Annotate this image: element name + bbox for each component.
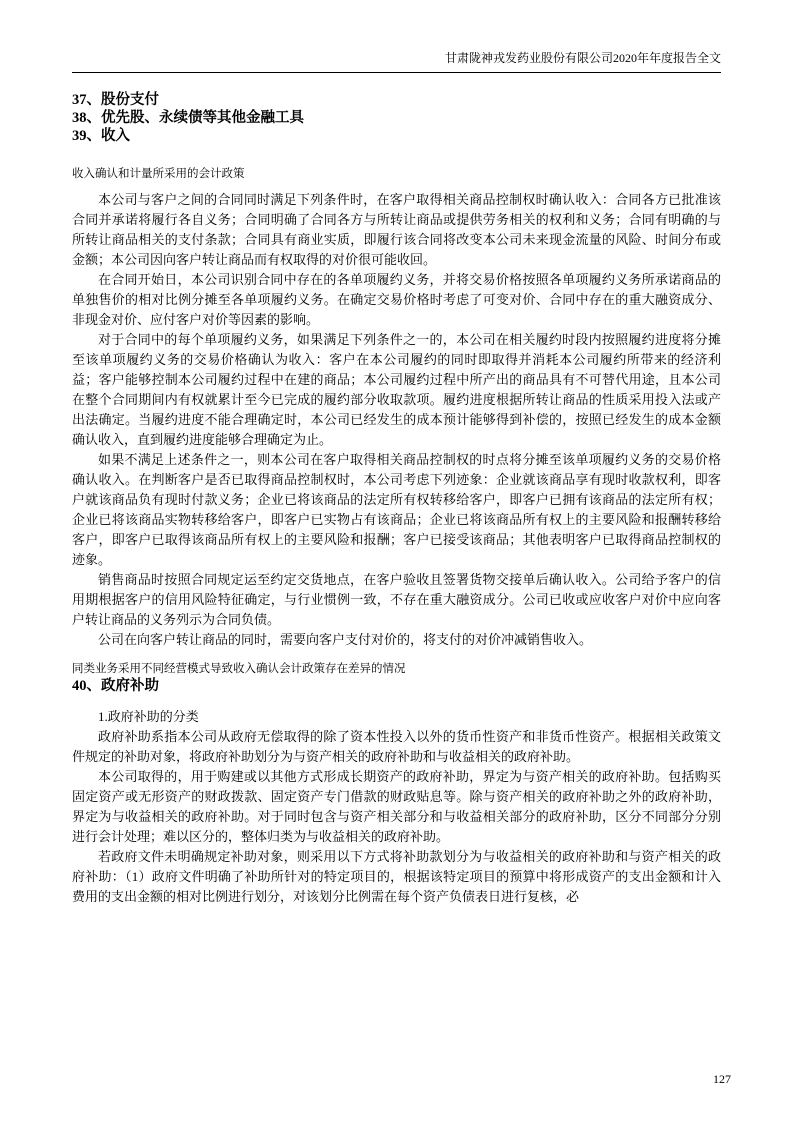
revenue-paragraph-2: 在合同开始日，本公司识别合同中存在的各单项履约义务，并将交易价格按照各单项履约义务所承诺商品的单独售价的相对比例分摊至各单项履约义务。在确定交易价格时考虑了可变对价、合同中存在的重大融资成分、非现金对价、应付客户对价等因素的影响。 bbox=[72, 272, 721, 327]
revenue-policy-label: 收入确认和计量所采用的会计政策 bbox=[72, 168, 245, 180]
section-heading-40: 40、政府补助 bbox=[72, 678, 159, 694]
page-content bbox=[72, 91, 721, 907]
grant-classification-subheading: 1.政府补助的分类 bbox=[98, 709, 199, 724]
revenue-paragraph-5: 销售商品时按照合同规定运至约定交货地点，在客户验收且签署货物交接单后确认收入。公司给予客户的信用期根据客户的信用风险特征确定，与行业惯例一致，不存在重大融资成分。公司已收或应收客户对价中应向客户转让商品的义务列示为合同负债。 bbox=[72, 572, 721, 627]
report-title: 甘肃陇神戎发药业股份有限公司2020年年度报告全文 bbox=[444, 51, 721, 65]
grant-paragraph-3: 若政府文件未明确规定补助对象，则采用以下方式将补助款划分为与收益相关的政府补助和与资产相关的政府补助：（1）政府文件明确了补助所针对的特定项目的，根据该特定项目的预算中将形成资产的支出金额和计入费用的支出金额的相对比例进行划分，对该划分比例需在每个资产负债表日进行复核，必 bbox=[72, 849, 721, 904]
section-heading-39: 39、收入 bbox=[72, 128, 130, 144]
revenue-paragraph-6: 公司在向客户转让商品的同时，需要向客户支付对价的，将支付的对价冲减销售收入。 bbox=[98, 632, 593, 647]
revenue-difference-note: 同类业务采用不同经营模式导致收入确认会计政策存在差异的情况 bbox=[72, 663, 406, 675]
revenue-paragraph-4: 如果不满足上述条件之一，则本公司在客户取得相关商品控制权的时点将分摊至该单项履约义务的交易价格确认收入。在判断客户是否已取得商品控制权时，本公司考虑下列迹象：企业就该商品享有现时收款权利，即客户就该商品负有现时付款义务；企业已将该商品的法定所有权转移给客户，即客户已拥有该商品的法定所有权；企业已将该商品实物转移给客户，即客户已实物占有该商品；企业已将该商品所有权上的主要风险和报酬转移给客户，即客户已取得该商品所有权上的主要风险和报酬；客户已接受该商品；其他表明客户已取得商品控制权的迹象。 bbox=[72, 452, 721, 567]
section-heading-37: 37、股份支付 bbox=[72, 92, 159, 108]
grant-paragraph-1: 政府补助系指本公司从政府无偿取得的除了资本性投入以外的货币性资产和非货币性资产。根据相关政策文件规定的补助对象，将政府补助划分为与资产相关的政府补助和与收益相关的政府补助。 bbox=[72, 729, 721, 764]
grant-paragraph-2: 本公司取得的，用于购建或以其他方式形成长期资产的政府补助，界定为与资产相关的政府补助。包括购买固定资产或无形资产的财政拨款、固定资产专门借款的财政贴息等。除与资产相关的政府补助之外的政府补助，界定为与收益相关的政府补助。对于同时包含与资产相关部分和与收益相关部分的政府补助，区分不同部分分别进行会计处理；难以区分的，整体归类为与收益相关的政府补助。 bbox=[72, 769, 721, 844]
page-number: 127 bbox=[713, 1072, 731, 1086]
revenue-paragraph-1: 本公司与客户之间的合同同时满足下列条件时，在客户取得相关商品控制权时确认收入：合同各方已批准该合同并承诺将履行各自义务；合同明确了合同各方与所转让商品或提供劳务相关的权利和义务；合同有明确的与所转让商品相关的支付条款；合同具有商业实质，即履行该合同将改变本公司未来现金流量的风险、时间分布或金额；本公司因向客户转让商品而有权取得的对价很可能收回。 bbox=[72, 192, 721, 267]
section-heading-38: 38、优先股、永续债等其他金融工具 bbox=[72, 110, 304, 126]
page-header bbox=[72, 50, 721, 73]
revenue-paragraph-3: 对于合同中的每个单项履约义务，如果满足下列条件之一的，本公司在相关履约时段内按照履约进度将分摊至该单项履约义务的交易价格确认为收入：客户在本公司履约的同时即取得并消耗本公司履约所带来的经济利益；客户能够控制本公司履约过程中在建的商品；本公司履约过程中所产出的商品具有不可替代用途，且本公司在整个合同期间内有权就累计至今已完成的履约部分收取款项。履约进度根据所转让商品的性质采用投入法或产出法确定。当履约进度不能合理确定时，本公司已经发生的成本预计能够得到补偿的，按照已经发生的成本金额确认收入，直到履约进度能够合理确定为止。 bbox=[72, 332, 721, 447]
